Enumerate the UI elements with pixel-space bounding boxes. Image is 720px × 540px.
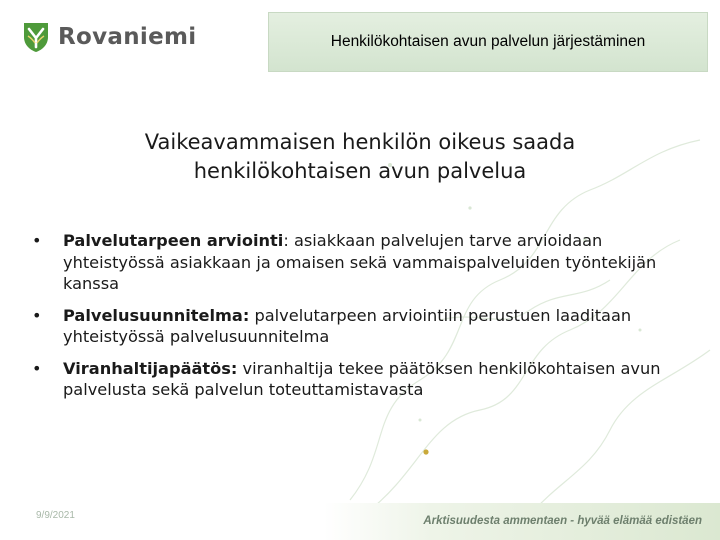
bullet-term: Viranhaltijapäätös:: [63, 358, 238, 378]
bullet-icon: •: [32, 358, 42, 378]
bullet-text: viranhaltija tekee päätöksen henkilökohtaisen avun palvelusta sekä palvelun toteuttamistavasta: [63, 358, 661, 399]
logo: [22, 20, 196, 54]
footer-tagline: Arktisuudesta ammentaen - hyvää elämää edistäen: [423, 515, 702, 527]
bullet-list: [30, 230, 700, 411]
header-title: Henkilökohtaisen avun palvelun järjestäminen: [330, 33, 646, 50]
bullet-item: [30, 305, 700, 348]
bullet-separator: :: [283, 231, 289, 250]
bullet-item: [30, 230, 700, 295]
logo-text: Rovaniemi: [58, 24, 197, 50]
bullet-text: asiakkaan palvelujen tarve arvioidaan yhteistyössä asiakkaan ja omaisen sekä vammaispalveluiden työntekijän kanssa: [63, 231, 657, 293]
bullet-item: [30, 358, 700, 401]
map-dot-icon: [423, 449, 428, 454]
bullet-term: Palvelutarpeen arviointi: [63, 231, 284, 250]
header-banner: [268, 12, 708, 72]
bullet-icon: •: [32, 231, 42, 250]
bullet-icon: •: [32, 305, 42, 325]
footer-date: 9/9/2021: [36, 510, 75, 521]
rovaniemi-crest-icon: [22, 21, 50, 53]
slide-title: Vaikeavammaisen henkilön oikeus saada henkilökohtaisen avun palvelua: [144, 130, 576, 183]
bullet-term: Palvelusuunnitelma:: [63, 305, 250, 325]
bullet-text: palvelutarpeen arviointiin perustuen laaditaan yhteistyössä palvelusuunnitelma: [63, 305, 632, 346]
